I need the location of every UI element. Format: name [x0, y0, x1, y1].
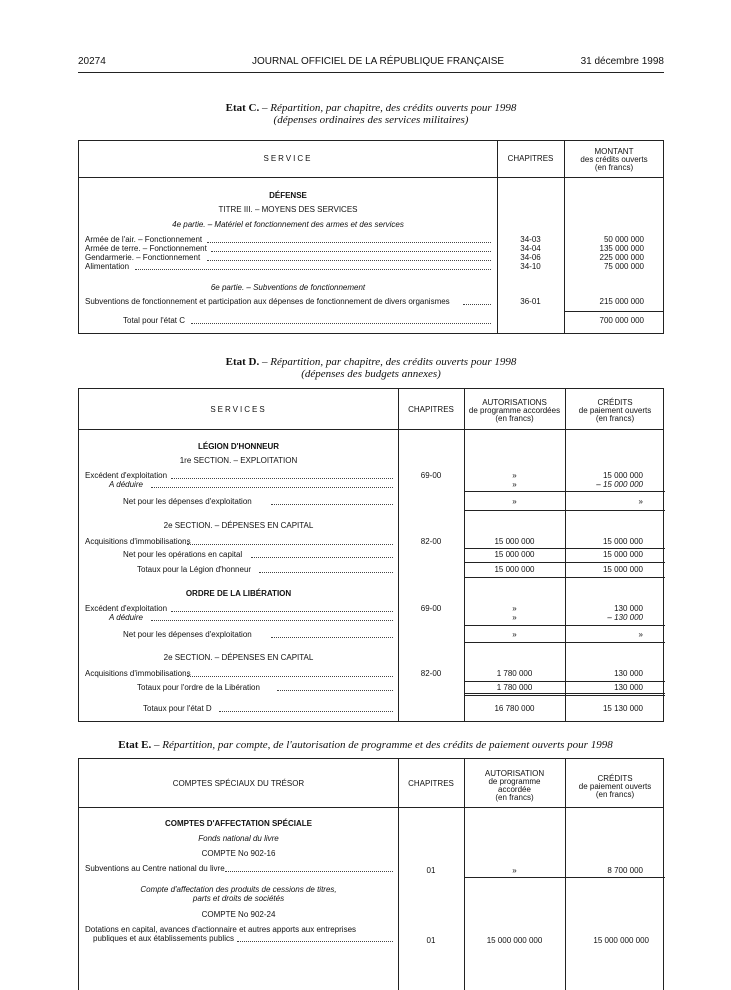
acquisitions-cp: 15 000 000 [602, 537, 643, 546]
subventions-cnl-label: Subventions au Centre national du livre [85, 864, 225, 873]
row-amount: 225 000 000 [599, 253, 644, 262]
etat-d-heading: Répartition, par chapitre, des crédits ouverts pour 1998 [270, 356, 517, 368]
col-credits-header: CRÉDITS de paiement ouverts (en francs) [578, 398, 652, 423]
subventions-amount: 215 000 000 [599, 297, 644, 306]
net-capital-cp: 15 000 000 [602, 550, 643, 559]
net-exploitation-cp: » [638, 630, 643, 639]
page-date: 31 décembre 1998 [580, 56, 664, 67]
row-label: Armée de l'air. – Fonctionnement [85, 235, 203, 244]
legion-section-2: 2e SECTION. – DÉPENSES EN CAPITAL [163, 521, 314, 530]
compte-902-24: COMPTE No 902-24 [201, 910, 276, 919]
totaux-etat-d-cp: 15 130 000 [602, 704, 643, 713]
fonds-livre: Fonds national du livre [198, 834, 279, 843]
row-chapitre: 34-03 [520, 235, 541, 244]
totaux-etat-d-label: Totaux pour l'état D [143, 704, 212, 713]
row-amount: 75 000 000 [603, 262, 644, 271]
a-deduire-label: A déduire [109, 613, 143, 622]
subventions-label: Subventions de fonctionnement et participation aux dépenses de fonctionnement de divers organismes [85, 297, 450, 306]
net-capital-ap: 15 000 000 [494, 550, 535, 559]
excedent-label: Excédent d'exploitation [85, 471, 168, 480]
etat-c-title: Etat C. – Répartition, par chapitre, des crédits ouverts pour 1998 [225, 102, 517, 114]
row-label: Gendarmerie. – Fonctionnement [85, 253, 201, 262]
etat-e-label: Etat E. [118, 739, 152, 751]
excedent-cp: 130 000 [614, 604, 643, 613]
totaux-ordre-cp: 130 000 [614, 683, 643, 692]
etat-c-label: Etat C. [225, 102, 260, 114]
subventions-cnl-cp: 8 700 000 [607, 866, 643, 875]
dotations-cp: 15 000 000 000 [593, 936, 649, 945]
acquisitions-chapitre: 82-00 [420, 537, 442, 546]
acquisitions-ap: 1 780 000 [496, 669, 533, 678]
etat-e-heading: Répartition, par compte, de l'autorisation de programme et des crédits de paiement ouverts pour 1998 [162, 739, 613, 751]
etat-d-table [78, 388, 664, 722]
etat-e-table [78, 758, 664, 990]
legion-title: LÉGION D'HONNEUR [197, 442, 279, 451]
legion-section-1: 1re SECTION. – EXPLOITATION [179, 456, 298, 465]
acquisitions-cp: 130 000 [614, 669, 643, 678]
ordre-section-2: 2e SECTION. – DÉPENSES EN CAPITAL [163, 653, 314, 662]
col-comptes-header: COMPTES SPÉCIAUX DU TRÉSOR [172, 779, 305, 788]
partie-4: 4e partie. – Matériel et fonctionnement des armes et des services [172, 220, 404, 229]
etat-c-heading: Répartition, par chapitre, des crédits ouverts pour 1998 [270, 102, 517, 114]
col-chapitres-header: CHAPITRES [507, 154, 554, 163]
row-label: Armée de terre. – Fonctionnement [85, 244, 207, 253]
col-service-header: SERVICE [263, 154, 313, 163]
totaux-legion-ap: 15 000 000 [494, 565, 535, 574]
acquisitions-chapitre: 82-00 [420, 669, 442, 678]
col-autorisation-header: AUTORISATION de programme accordée (en francs) [484, 769, 545, 802]
totaux-legion-cp: 15 000 000 [602, 565, 643, 574]
totaux-etat-d-ap: 16 780 000 [494, 704, 535, 713]
excedent-chapitre: 69-00 [420, 471, 442, 480]
excedent-ap: » [512, 604, 517, 613]
col-chapitres-header: CHAPITRES [408, 779, 454, 788]
acquisitions-ap: 15 000 000 [494, 537, 535, 546]
totaux-ordre-label: Totaux pour l'ordre de la Libération [137, 683, 260, 692]
a-deduire-label: A déduire [109, 480, 143, 489]
dotations-ap: 15 000 000 000 [486, 936, 543, 945]
net-exploitation-label: Net pour les dépenses d'exploitation [123, 630, 252, 639]
compte-902-16: COMPTE No 902-16 [201, 849, 276, 858]
etat-c-subtitle [78, 114, 664, 126]
a-deduire-ap: » [512, 613, 517, 622]
titre-iii: TITRE III. – MOYENS DES SERVICES [218, 205, 358, 214]
etat-d-title: Etat D. – Répartition, par chapitre, des crédits ouverts pour 1998 [225, 356, 517, 368]
a-deduire-ap: » [512, 480, 517, 489]
net-exploitation-ap: » [512, 630, 517, 639]
etat-c-table [78, 140, 664, 334]
excedent-ap: » [512, 471, 517, 480]
subventions-cnl-chapitre: 01 [426, 866, 436, 875]
col-services-header: SERVICES [210, 405, 267, 414]
dotations-line1: Dotations en capital, avances d'actionnaire et autres apports aux entreprises [85, 925, 357, 934]
cession-title-line2: parts et droits de sociétés [192, 894, 285, 903]
net-exploitation-ap: » [512, 497, 517, 506]
journal-title: JOURNAL OFFICIEL DE LA RÉPUBLIQUE FRANÇAISE [251, 56, 505, 67]
col-montant-header: MONTANT des crédits ouverts (en francs) [580, 147, 648, 172]
etat-d-subtitle-text: (dépenses des budgets annexes) [301, 368, 441, 380]
total-c-label: Total pour l'état C [123, 316, 186, 325]
comptes-affectation-title: COMPTES D'AFFECTATION SPÉCIALE [165, 819, 312, 828]
etat-d-label: Etat D. [225, 356, 260, 368]
net-exploitation-cp: » [638, 497, 643, 506]
excedent-cp: 15 000 000 [602, 471, 643, 480]
row-chapitre: 34-04 [520, 244, 541, 253]
a-deduire-cp: – 15 000 000 [596, 480, 643, 489]
partie-6: 6e partie. – Subventions de fonctionnement [210, 283, 366, 292]
subventions-chapitre: 36-01 [520, 297, 541, 306]
excedent-chapitre: 69-00 [420, 604, 442, 613]
excedent-label: Excédent d'exploitation [85, 604, 168, 613]
totaux-legion-label: Totaux pour la Légion d'honneur [137, 565, 252, 574]
dotations-chapitre: 01 [426, 936, 436, 945]
total-c-amount: 700 000 000 [599, 316, 644, 325]
acquisitions-label: Acquisitions d'immobilisations [85, 537, 191, 546]
a-deduire-cp: – 130 000 [607, 613, 643, 622]
subventions-cnl-ap: » [512, 866, 517, 875]
row-chapitre: 34-10 [520, 262, 541, 271]
col-chapitres-header: CHAPITRES [408, 405, 454, 414]
header-rule [78, 72, 664, 73]
dotations-line2: publiques et aux établissements publics [93, 934, 234, 943]
totaux-ordre-ap: 1 780 000 [496, 683, 533, 692]
row-amount: 135 000 000 [599, 244, 644, 253]
acquisitions-label: Acquisitions d'immobilisations [85, 669, 191, 678]
net-capital-label: Net pour les opérations en capital [123, 550, 243, 559]
etat-e-title: Etat E. – Répartition, par compte, de l'autorisation de programme et des crédits de paiement ouverts pour 1998 [118, 739, 613, 751]
col-autorisations-header: AUTORISATIONS de programme accordées (en francs) [468, 398, 561, 423]
etat-c-subtitle-text: (dépenses ordinaires des services militaires) [273, 114, 469, 126]
page-number: 20274 [78, 56, 106, 67]
cession-title-line1: Compte d'affectation des produits de cessions de titres, [140, 885, 337, 894]
ordre-title: ORDRE DE LA LIBÉRATION [185, 589, 292, 598]
row-label: Alimentation [85, 262, 130, 271]
row-chapitre: 34-06 [520, 253, 541, 262]
col-credits-header: CRÉDITS de paiement ouverts (en francs) [578, 774, 652, 799]
row-amount: 50 000 000 [603, 235, 644, 244]
section-defense: DÉFENSE [269, 191, 307, 200]
etat-d-subtitle [78, 368, 664, 380]
net-exploitation-label: Net pour les dépenses d'exploitation [123, 497, 252, 506]
